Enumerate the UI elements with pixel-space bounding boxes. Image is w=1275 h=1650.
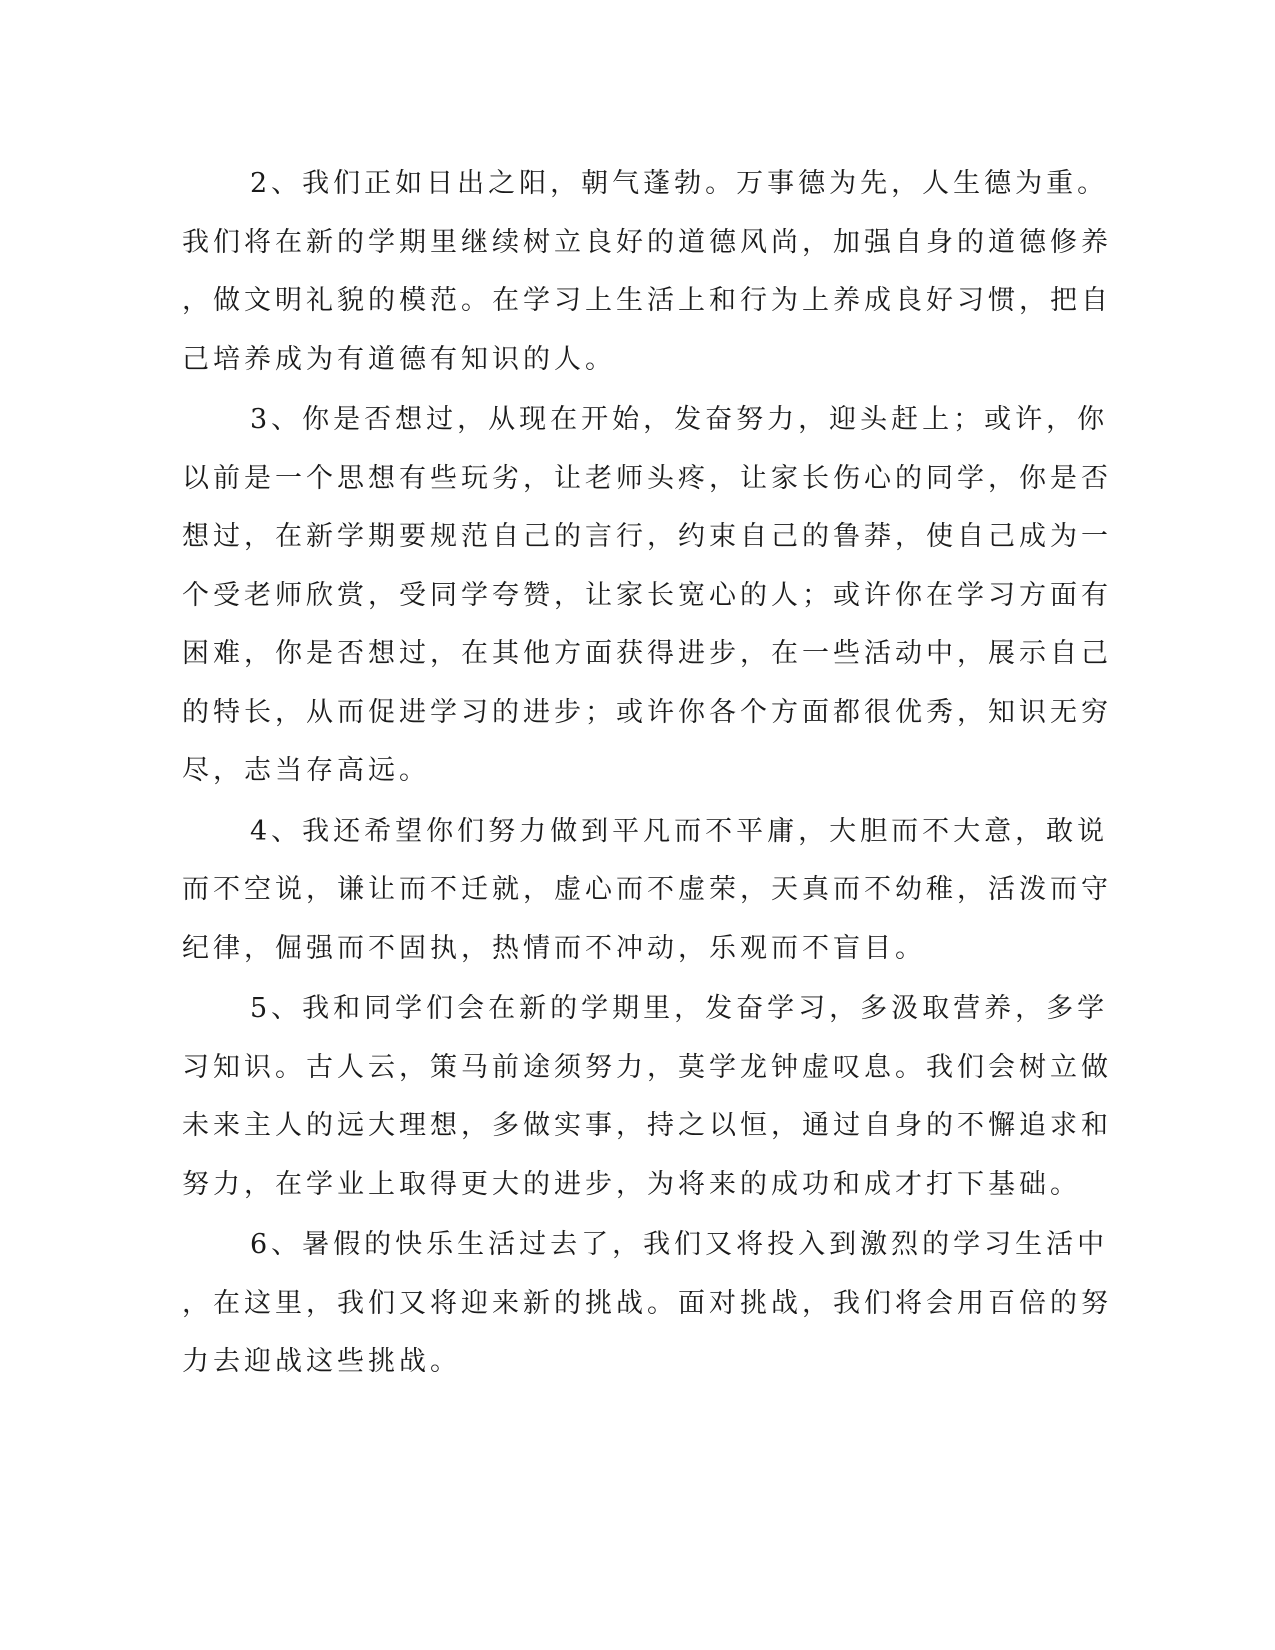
text-line: 尽，志当存高远。 (182, 755, 430, 786)
text-line: 个受老师欣赏，受同学夸赞，让家长宽心的人；或许你在学习方面有 (182, 579, 1112, 611)
text-line: 力去迎战这些挑战。 (182, 1346, 461, 1377)
text-line: 3、你是否想过，从现在开始，发奋努力，迎头赶上；或许，你 (250, 404, 1109, 435)
text-line: 未来主人的远大理想，多做实事，持之以恒，通过自身的不懈追求和 (182, 1110, 1112, 1141)
text-line: 4、我还希望你们努力做到平凡而不平庸，大胆而不大意，敢说 (250, 815, 1109, 847)
text-line: 6、暑假的快乐生活过去了，我们又将投入到激烈的学习生活中 (250, 1229, 1109, 1260)
text-line: 困难，你是否想过，在其他方面获得进步，在一些活动中，展示自己 (182, 638, 1112, 669)
text-line: ，做文明礼貌的模范。在学习上生活上和行为上养成良好习惯，把自 (182, 285, 1112, 316)
text-line: 5、我和同学们会在新的学期里，发奋学习，多汲取营养，多学 (250, 993, 1109, 1024)
text-line: 纪律，倔强而不固执，热情而不冲动，乐观而不盲目。 (182, 932, 926, 964)
text-line: 我们将在新的学期里继续树立良好的道德风尚，加强自身的道德修养 (182, 226, 1112, 258)
paragraph-2 (182, 155, 1112, 389)
text-line: 努力，在学业上取得更大的进步，为将来的成功和成才打下基础。 (182, 1168, 1081, 1200)
text-line: ，在这里，我们又将迎来新的挑战。面对挑战，我们将会用百倍的努 (182, 1287, 1112, 1319)
text-line: 己培养成为有道德有知识的人。 (182, 343, 616, 375)
paragraph-6 (182, 1216, 1112, 1392)
paragraph-5 (182, 980, 1112, 1214)
text-line: 而不空说，谦让而不迁就，虚心而不虚荣，天真而不幼稚，活泼而守 (182, 874, 1112, 905)
text-line: 的特长，从而促进学习的进步；或许你各个方面都很优秀，知识无穷 (182, 696, 1112, 728)
paragraph-4 (182, 803, 1112, 979)
text-line: 习知识。古人云，策马前途须努力，莫学龙钟虚叹息。我们会树立做 (182, 1051, 1112, 1083)
document-body (182, 155, 1112, 1394)
text-line: 想过，在新学期要规范自己的言行，约束自己的鲁莽，使自己成为一 (182, 521, 1112, 552)
paragraph-3 (182, 391, 1112, 801)
text-line: 以前是一个思想有些玩劣，让老师头疼，让家长伤心的同学，你是否 (182, 462, 1112, 494)
text-line: 2、我们正如日出之阳，朝气蓬勃。万事德为先，人生德为重。 (250, 168, 1109, 199)
